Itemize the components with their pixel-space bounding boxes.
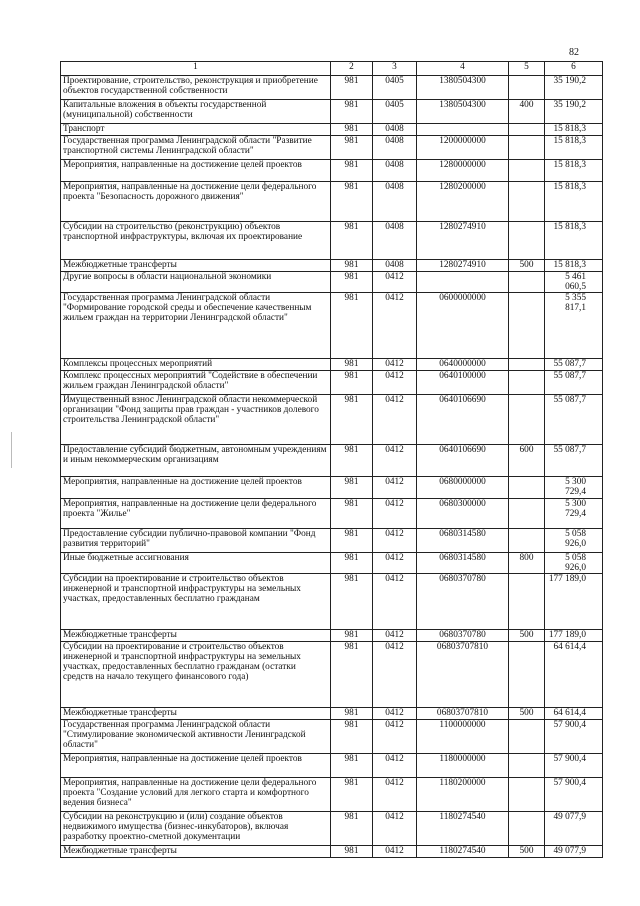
cell-name: Капитальные вложения в объекты государственной (муниципальной) собственности [61,100,331,124]
cell-csr: 06803707810 [417,642,509,708]
cell-sum: 57 900,4 [545,778,603,812]
cell-grbs: 981 [331,499,373,529]
cell-grbs: 981 [331,720,373,754]
cell-grbs: 981 [331,293,373,359]
cell-sum: 15 818,3 [545,160,603,182]
cell-rzpr: 0408 [373,260,417,272]
cell-vr: 800 [509,553,545,574]
cell-name: Транспорт [61,124,331,136]
cell-grbs: 981 [331,100,373,124]
cell-vr [509,272,545,293]
cell-rzpr: 0412 [373,630,417,642]
table-header-row [61,62,603,76]
cell-grbs: 981 [331,708,373,720]
cell-vr [509,812,545,846]
cell-csr: 06803707810 [417,708,509,720]
cell-csr: 1180274540 [417,846,509,858]
cell-grbs: 981 [331,395,373,445]
cell-rzpr: 0408 [373,124,417,136]
cell-name: Межбюджетные трансферты [61,630,331,642]
cell-csr: 0680300000 [417,499,509,529]
cell-csr: 1380504300 [417,100,509,124]
cell-sum: 15 818,3 [545,182,603,222]
cell-name: Мероприятия, направленные на достижение целей проектов [61,754,331,778]
col-header-vr: 5 [509,62,545,76]
cell-grbs: 981 [331,553,373,574]
table-row [61,182,603,222]
cell-name: Субсидии на проектирование и строительство объектов инженерной и транспортной инфраструктуры на земельных участках, предоставленных бесплатно гражданам (остатки средств на начало текущего финансового года) [61,642,331,708]
cell-grbs: 981 [331,642,373,708]
col-header-sum: 6 [545,62,603,76]
cell-sum: 5 300 729,4 [545,499,603,529]
cell-vr [509,499,545,529]
cell-vr: 400 [509,100,545,124]
cell-name: Субсидии на строительство (реконструкцию) объектов транспортной инфраструктуры, включая их проектирование [61,222,331,260]
cell-vr [509,136,545,160]
cell-rzpr: 0412 [373,499,417,529]
table-row [61,846,603,858]
cell-name: Мероприятия, направленные на достижение цели федерального проекта "Создание условий для легкого старта и комфортного ведения бизнеса" [61,778,331,812]
cell-csr: 1180274540 [417,812,509,846]
cell-name: Предоставление субсидии публично-правовой компании "Фонд развития территорий" [61,529,331,553]
table-row [61,708,603,720]
table-row [61,359,603,371]
cell-csr: 0680314580 [417,529,509,553]
cell-csr: 1100000000 [417,720,509,754]
cell-grbs: 981 [331,529,373,553]
cell-grbs: 981 [331,778,373,812]
cell-sum: 5 058 926,0 [545,553,603,574]
cell-sum: 57 900,4 [545,720,603,754]
cell-rzpr: 0412 [373,371,417,395]
cell-grbs: 981 [331,272,373,293]
cell-sum: 15 818,3 [545,260,603,272]
cell-csr: 1200000000 [417,136,509,160]
cell-grbs: 981 [331,76,373,100]
cell-rzpr: 0412 [373,553,417,574]
table-row [61,395,603,445]
cell-rzpr: 0412 [373,445,417,477]
cell-sum: 177 189,0 [545,630,603,642]
page-number: 82 [569,47,579,58]
cell-rzpr: 0412 [373,293,417,359]
cell-rzpr: 0412 [373,574,417,630]
cell-grbs: 981 [331,260,373,272]
cell-vr [509,529,545,553]
cell-vr [509,371,545,395]
table-row [61,222,603,260]
cell-rzpr: 0405 [373,76,417,100]
cell-name: Мероприятия, направленные на достижение целей проектов [61,160,331,182]
cell-sum: 64 614,4 [545,708,603,720]
cell-csr: 1280000000 [417,160,509,182]
table-body [61,76,603,858]
cell-name: Проектирование, строительство, реконструкция и приобретение объектов государственной собственности [61,76,331,100]
cell-name: Комплексы процессных мероприятий [61,359,331,371]
cell-csr: 0680370780 [417,574,509,630]
cell-name: Межбюджетные трансферты [61,846,331,858]
cell-name: Иные бюджетные ассигнования [61,553,331,574]
cell-vr [509,124,545,136]
table-row [61,574,603,630]
table-row [61,778,603,812]
cell-sum: 35 190,2 [545,100,603,124]
cell-csr: 1180000000 [417,754,509,778]
cell-sum: 177 189,0 [545,574,603,630]
cell-vr [509,76,545,100]
cell-csr: 0640106690 [417,445,509,477]
cell-rzpr: 0408 [373,222,417,260]
cell-csr: 0680000000 [417,477,509,499]
cell-name: Субсидии на реконструкцию и (или) создание объектов недвижимого имущества (бизнес-инкубаторов), включая разработку проектно-сметной документации [61,812,331,846]
cell-csr: 0640000000 [417,359,509,371]
cell-grbs: 981 [331,477,373,499]
cell-grbs: 981 [331,222,373,260]
table-row [61,477,603,499]
cell-vr [509,642,545,708]
cell-rzpr: 0412 [373,529,417,553]
col-header-name: 1 [61,62,331,76]
cell-rzpr: 0412 [373,477,417,499]
cell-vr [509,359,545,371]
cell-vr [509,395,545,445]
cell-sum: 5 355 817,1 [545,293,603,359]
cell-csr: 1180200000 [417,778,509,812]
cell-rzpr: 0412 [373,642,417,708]
cell-grbs: 981 [331,630,373,642]
cell-rzpr: 0405 [373,100,417,124]
cell-vr [509,477,545,499]
cell-name: Комплекс процессных мероприятий "Содействие в обеспечении жильем граждан Ленинградской области" [61,371,331,395]
cell-grbs: 981 [331,445,373,477]
cell-sum: 55 087,7 [545,445,603,477]
cell-vr: 500 [509,630,545,642]
cell-csr: 1280274910 [417,222,509,260]
cell-name: Государственная программа Ленинградской области "Формирование городской среды и обеспечение качественным жильем граждан на территории Ленинградской области" [61,293,331,359]
cell-sum: 49 077,9 [545,846,603,858]
cell-sum: 15 818,3 [545,222,603,260]
cell-vr [509,293,545,359]
table-row [61,272,603,293]
cell-sum: 55 087,7 [545,371,603,395]
table-row [61,371,603,395]
cell-csr [417,272,509,293]
cell-sum: 15 818,3 [545,136,603,160]
table-row [61,76,603,100]
cell-grbs: 981 [331,359,373,371]
cell-name: Субсидии на проектирование и строительство объектов инженерной и транспортной инфраструктуры на земельных участках, предоставленных бесплатно гражданам [61,574,331,630]
cell-csr [417,124,509,136]
cell-vr [509,574,545,630]
cell-vr [509,182,545,222]
cell-vr: 500 [509,260,545,272]
col-header-grbs: 2 [331,62,373,76]
cell-name: Мероприятия, направленные на достижение целей проектов [61,477,331,499]
table-row [61,720,603,754]
table-row [61,630,603,642]
cell-sum: 49 077,9 [545,812,603,846]
cell-grbs: 981 [331,812,373,846]
table-row [61,642,603,708]
cell-name: Межбюджетные трансферты [61,708,331,720]
cell-name: Имущественный взнос Ленинградской области некоммерческой организации "Фонд защиты прав граждан - участников долевого строительства Ленинградской области" [61,395,331,445]
cell-sum: 15 818,3 [545,124,603,136]
cell-rzpr: 0408 [373,182,417,222]
col-header-rzpr: 3 [373,62,417,76]
cell-csr: 0640100000 [417,371,509,395]
cell-csr: 1280274910 [417,260,509,272]
scan-artifact-line [11,432,12,468]
cell-name: Государственная программа Ленинградской области "Развитие транспортной системы Ленинградской области" [61,136,331,160]
cell-rzpr: 0412 [373,395,417,445]
cell-sum: 55 087,7 [545,395,603,445]
cell-grbs: 981 [331,160,373,182]
cell-rzpr: 0412 [373,708,417,720]
cell-sum: 5 461 060,5 [545,272,603,293]
cell-name: Другие вопросы в области национальной экономики [61,272,331,293]
cell-name: Межбюджетные трансферты [61,260,331,272]
cell-vr: 500 [509,708,545,720]
cell-sum: 5 300 729,4 [545,477,603,499]
cell-rzpr: 0412 [373,359,417,371]
cell-rzpr: 0412 [373,272,417,293]
cell-rzpr: 0408 [373,136,417,160]
cell-vr [509,160,545,182]
table-row [61,754,603,778]
cell-vr [509,720,545,754]
table-row [61,124,603,136]
table-row [61,160,603,182]
cell-grbs: 981 [331,574,373,630]
cell-sum: 57 900,4 [545,754,603,778]
cell-csr: 0680370780 [417,630,509,642]
cell-csr: 0600000000 [417,293,509,359]
cell-rzpr: 0408 [373,160,417,182]
table-row [61,260,603,272]
cell-sum: 35 190,2 [545,76,603,100]
cell-vr [509,778,545,812]
cell-csr: 1380504300 [417,76,509,100]
cell-csr: 0680314580 [417,553,509,574]
table-row [61,499,603,529]
cell-vr [509,222,545,260]
cell-vr: 500 [509,846,545,858]
cell-rzpr: 0412 [373,812,417,846]
cell-grbs: 981 [331,754,373,778]
cell-rzpr: 0412 [373,720,417,754]
cell-sum: 5 058 926,0 [545,529,603,553]
cell-csr: 1280200000 [417,182,509,222]
table-row [61,445,603,477]
table-row [61,136,603,160]
col-header-csr: 4 [417,62,509,76]
cell-name: Предоставление субсидий бюджетным, автономным учреждениям и иным некоммерческим организациям [61,445,331,477]
cell-name: Мероприятия, направленные на достижение цели федерального проекта "Безопасность дорожного движения" [61,182,331,222]
cell-name: Мероприятия, направленные на достижение цели федерального проекта "Жилье" [61,499,331,529]
table-row [61,293,603,359]
cell-grbs: 981 [331,182,373,222]
cell-rzpr: 0412 [373,754,417,778]
cell-grbs: 981 [331,124,373,136]
cell-vr: 600 [509,445,545,477]
table-row [61,529,603,553]
budget-table [60,61,603,858]
cell-grbs: 981 [331,136,373,160]
cell-sum: 55 087,7 [545,359,603,371]
table-row [61,100,603,124]
cell-rzpr: 0412 [373,846,417,858]
cell-vr [509,754,545,778]
cell-grbs: 981 [331,371,373,395]
cell-rzpr: 0412 [373,778,417,812]
cell-grbs: 981 [331,846,373,858]
cell-sum: 64 614,4 [545,642,603,708]
table-row [61,553,603,574]
cell-csr: 0640106690 [417,395,509,445]
table-row [61,812,603,846]
cell-name: Государственная программа Ленинградской области "Стимулирование экономической активности Ленинградской области" [61,720,331,754]
